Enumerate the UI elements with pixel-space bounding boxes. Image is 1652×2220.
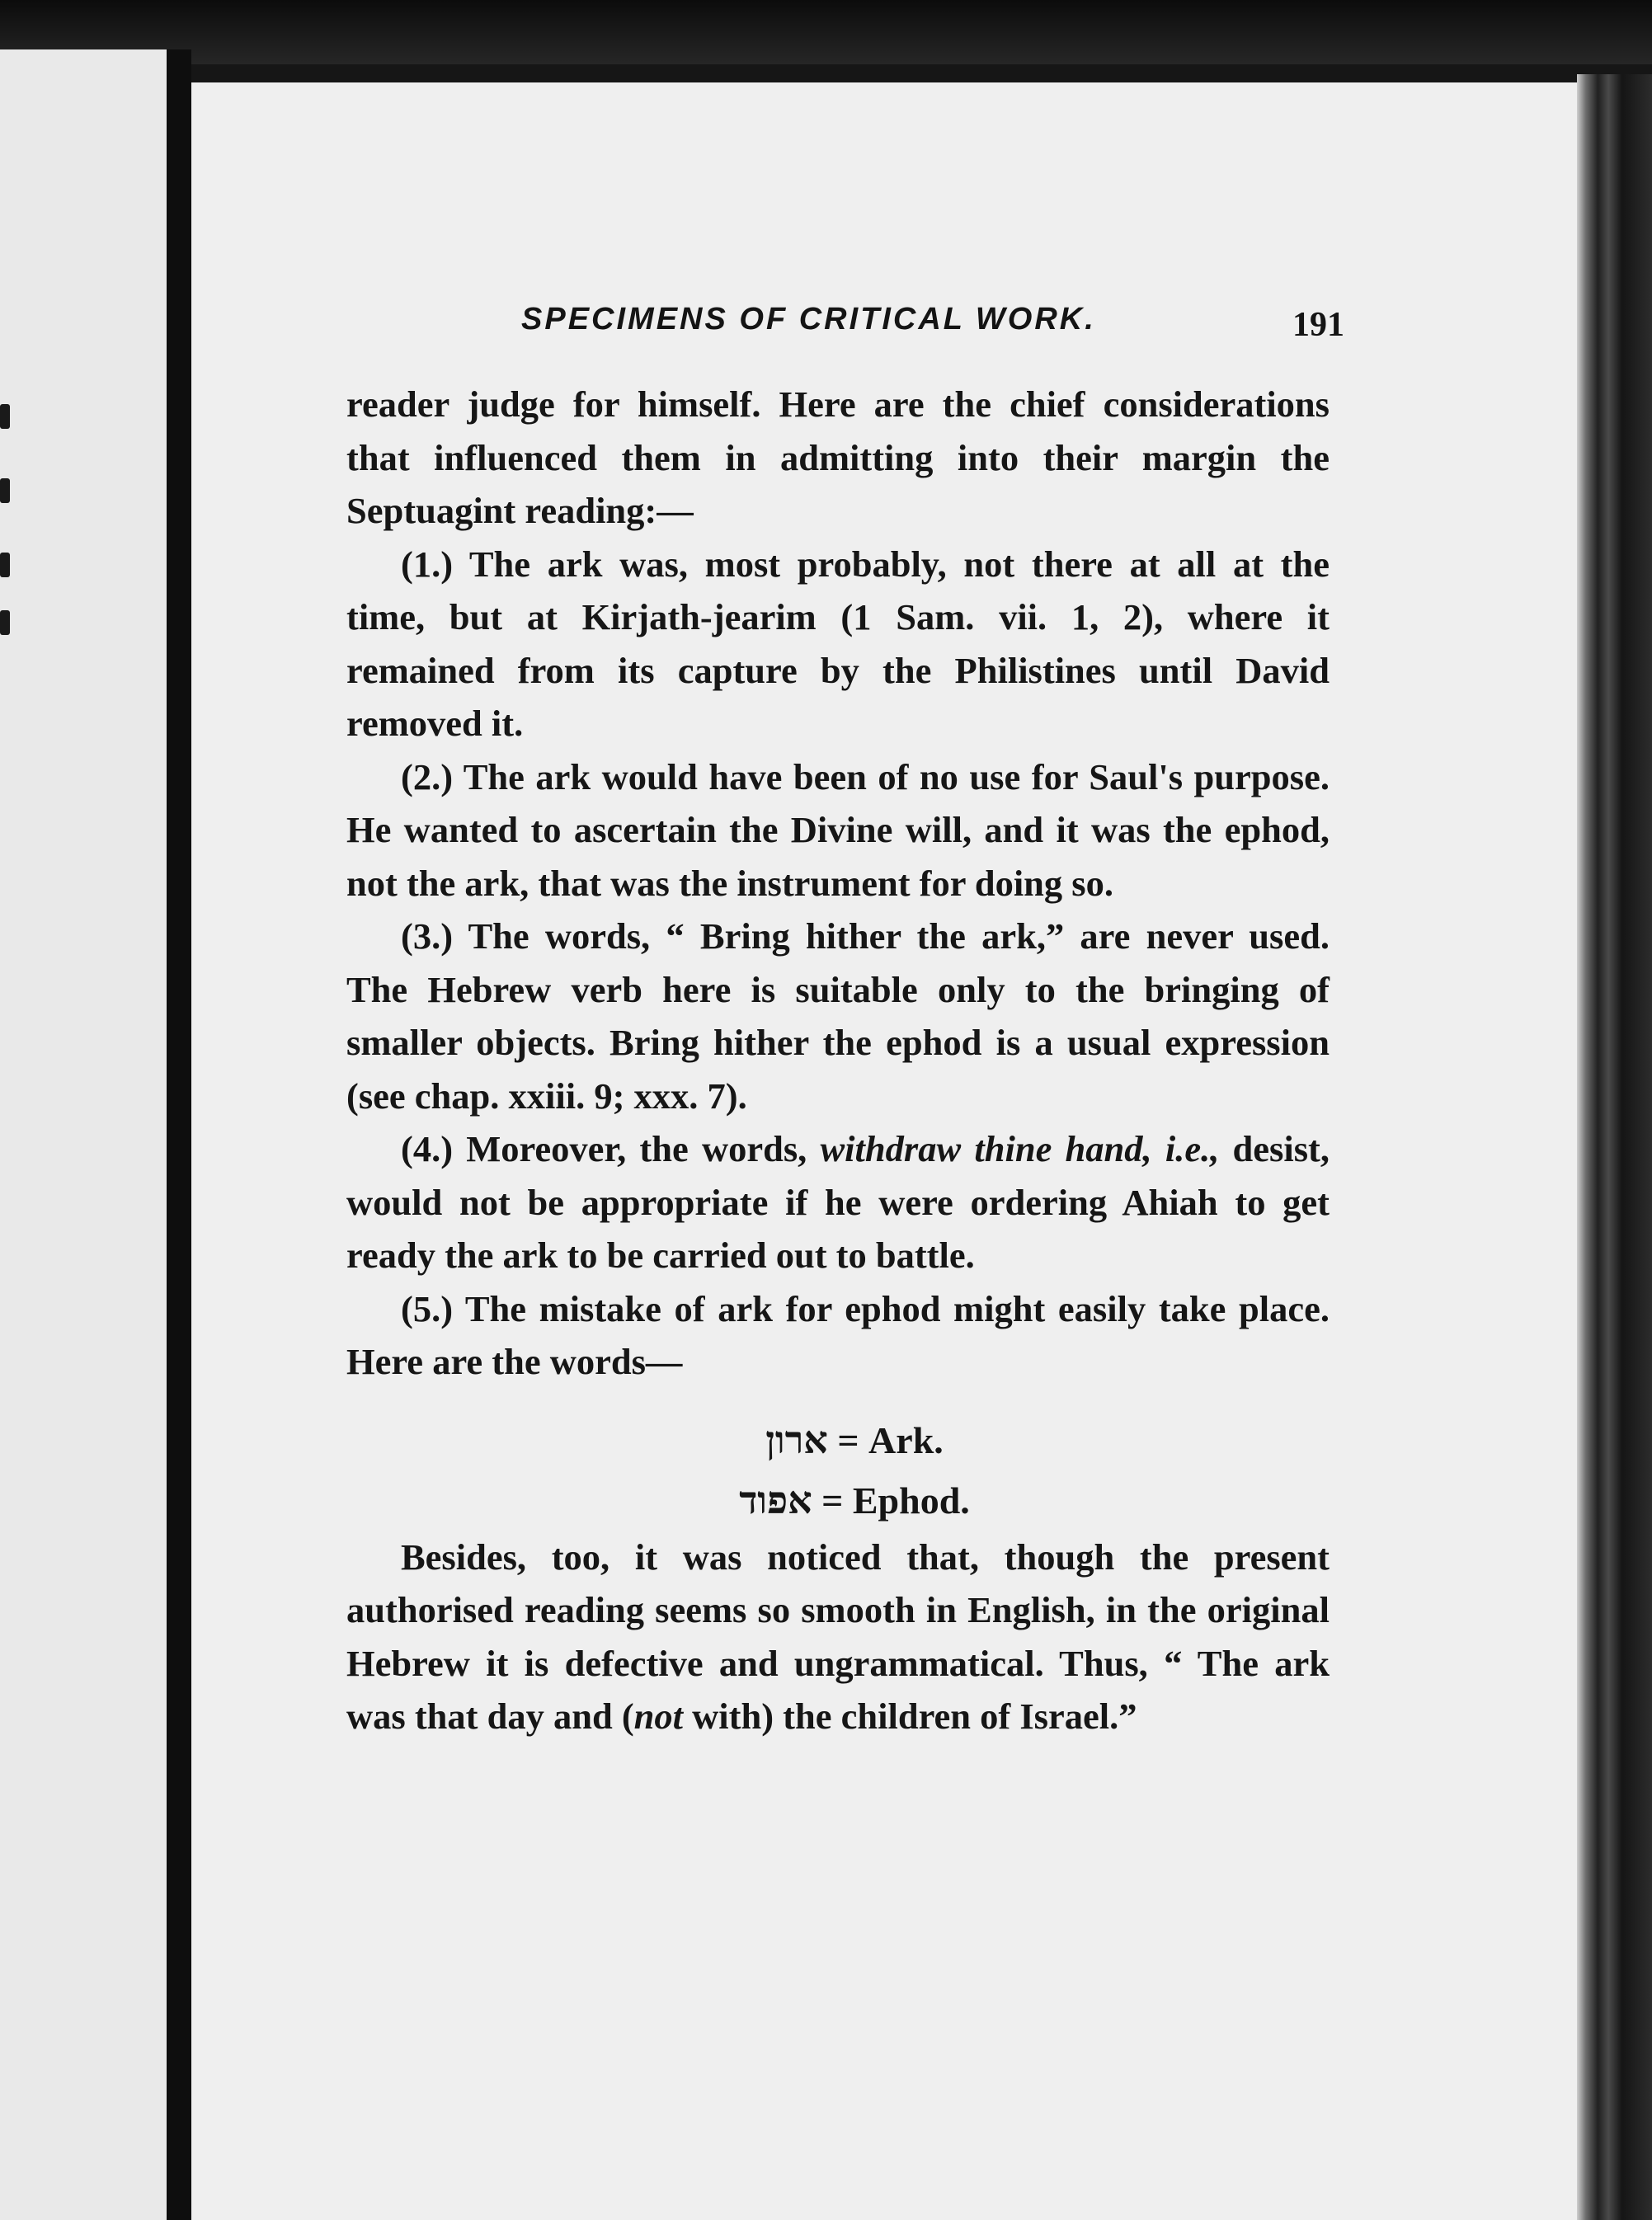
- point-4-italic: withdraw thine hand, i.e.,: [820, 1128, 1220, 1169]
- closing-text: Besides, too, it was noticed that, though the present authorised reading seems so smooth in English, in the original Hebrew it is defective and ungrammatical. Thus, “ The ark was that day and (: [346, 1536, 1330, 1737]
- left-page-mark: [0, 610, 10, 635]
- paragraph-point-2: (2.) The ark would have been of no use for Saul's purpose. He wanted to ascertain the Divine will, and it was the ephod, not the ark, that was the instrument for doing so.: [346, 755, 1330, 904]
- equation-ephod: [379, 1470, 1330, 1531]
- book-spine: [167, 49, 191, 2220]
- body-text: [346, 378, 1330, 1743]
- equation-meaning: = Ephod.: [821, 1479, 970, 1522]
- paragraph-point-1: (1.) The ark was, most probably, not there at all at the time, but at Kirjath-jearim (1 Sam. vii. 1, 2), where it remained from its capture by the Philistines until David removed it.: [346, 543, 1330, 744]
- paragraph-closing: [346, 1531, 1330, 1743]
- left-page-mark: [0, 553, 10, 577]
- equation-meaning: = Ark.: [837, 1418, 944, 1461]
- paragraph-point-3: (3.) The words, “ Bring hither the ark,” are never used. The Hebrew verb here is suitable only to the bringing of smaller objects. Bring hither the ephod is a usual expression (see chap. xxiii. 9; xxx. 7).: [346, 915, 1330, 1117]
- page-number: 191: [1292, 306, 1344, 344]
- hebrew-word-ark: ארון: [765, 1417, 828, 1462]
- hebrew-word-list: [346, 1410, 1330, 1531]
- closing-italic: not: [633, 1696, 684, 1737]
- closing-text-end: with) the children of Israel.”: [683, 1696, 1137, 1737]
- point-4-text-end: desist, would not be appropriate if he were ordering Ahiah to get ready the ark to be carried out to battle.: [346, 1128, 1330, 1276]
- left-page-mark: [0, 478, 10, 503]
- scan-top-edge: [0, 0, 1652, 64]
- left-page-edge: [0, 49, 167, 2220]
- page-header: [330, 302, 1344, 360]
- paragraph-intro: reader judge for himself. Here are the chief considerations that influenced them in admitting into their margin the Septuagint reading:—: [346, 383, 1330, 531]
- paragraph-point-4: [346, 1122, 1330, 1282]
- point-4-text: (4.) Moreover, the words,: [401, 1128, 821, 1169]
- left-page-mark: [0, 404, 10, 429]
- equation-ark: [379, 1410, 1330, 1470]
- page-stack-edge: [1577, 74, 1652, 2220]
- running-head: SPECIMENS OF CRITICAL WORK.: [521, 302, 1096, 336]
- paragraph-point-5: (5.) The mistake of ark for ephod might easily take place. Here are the words—: [346, 1287, 1330, 1382]
- hebrew-word-ephod: אפוד: [739, 1477, 812, 1522]
